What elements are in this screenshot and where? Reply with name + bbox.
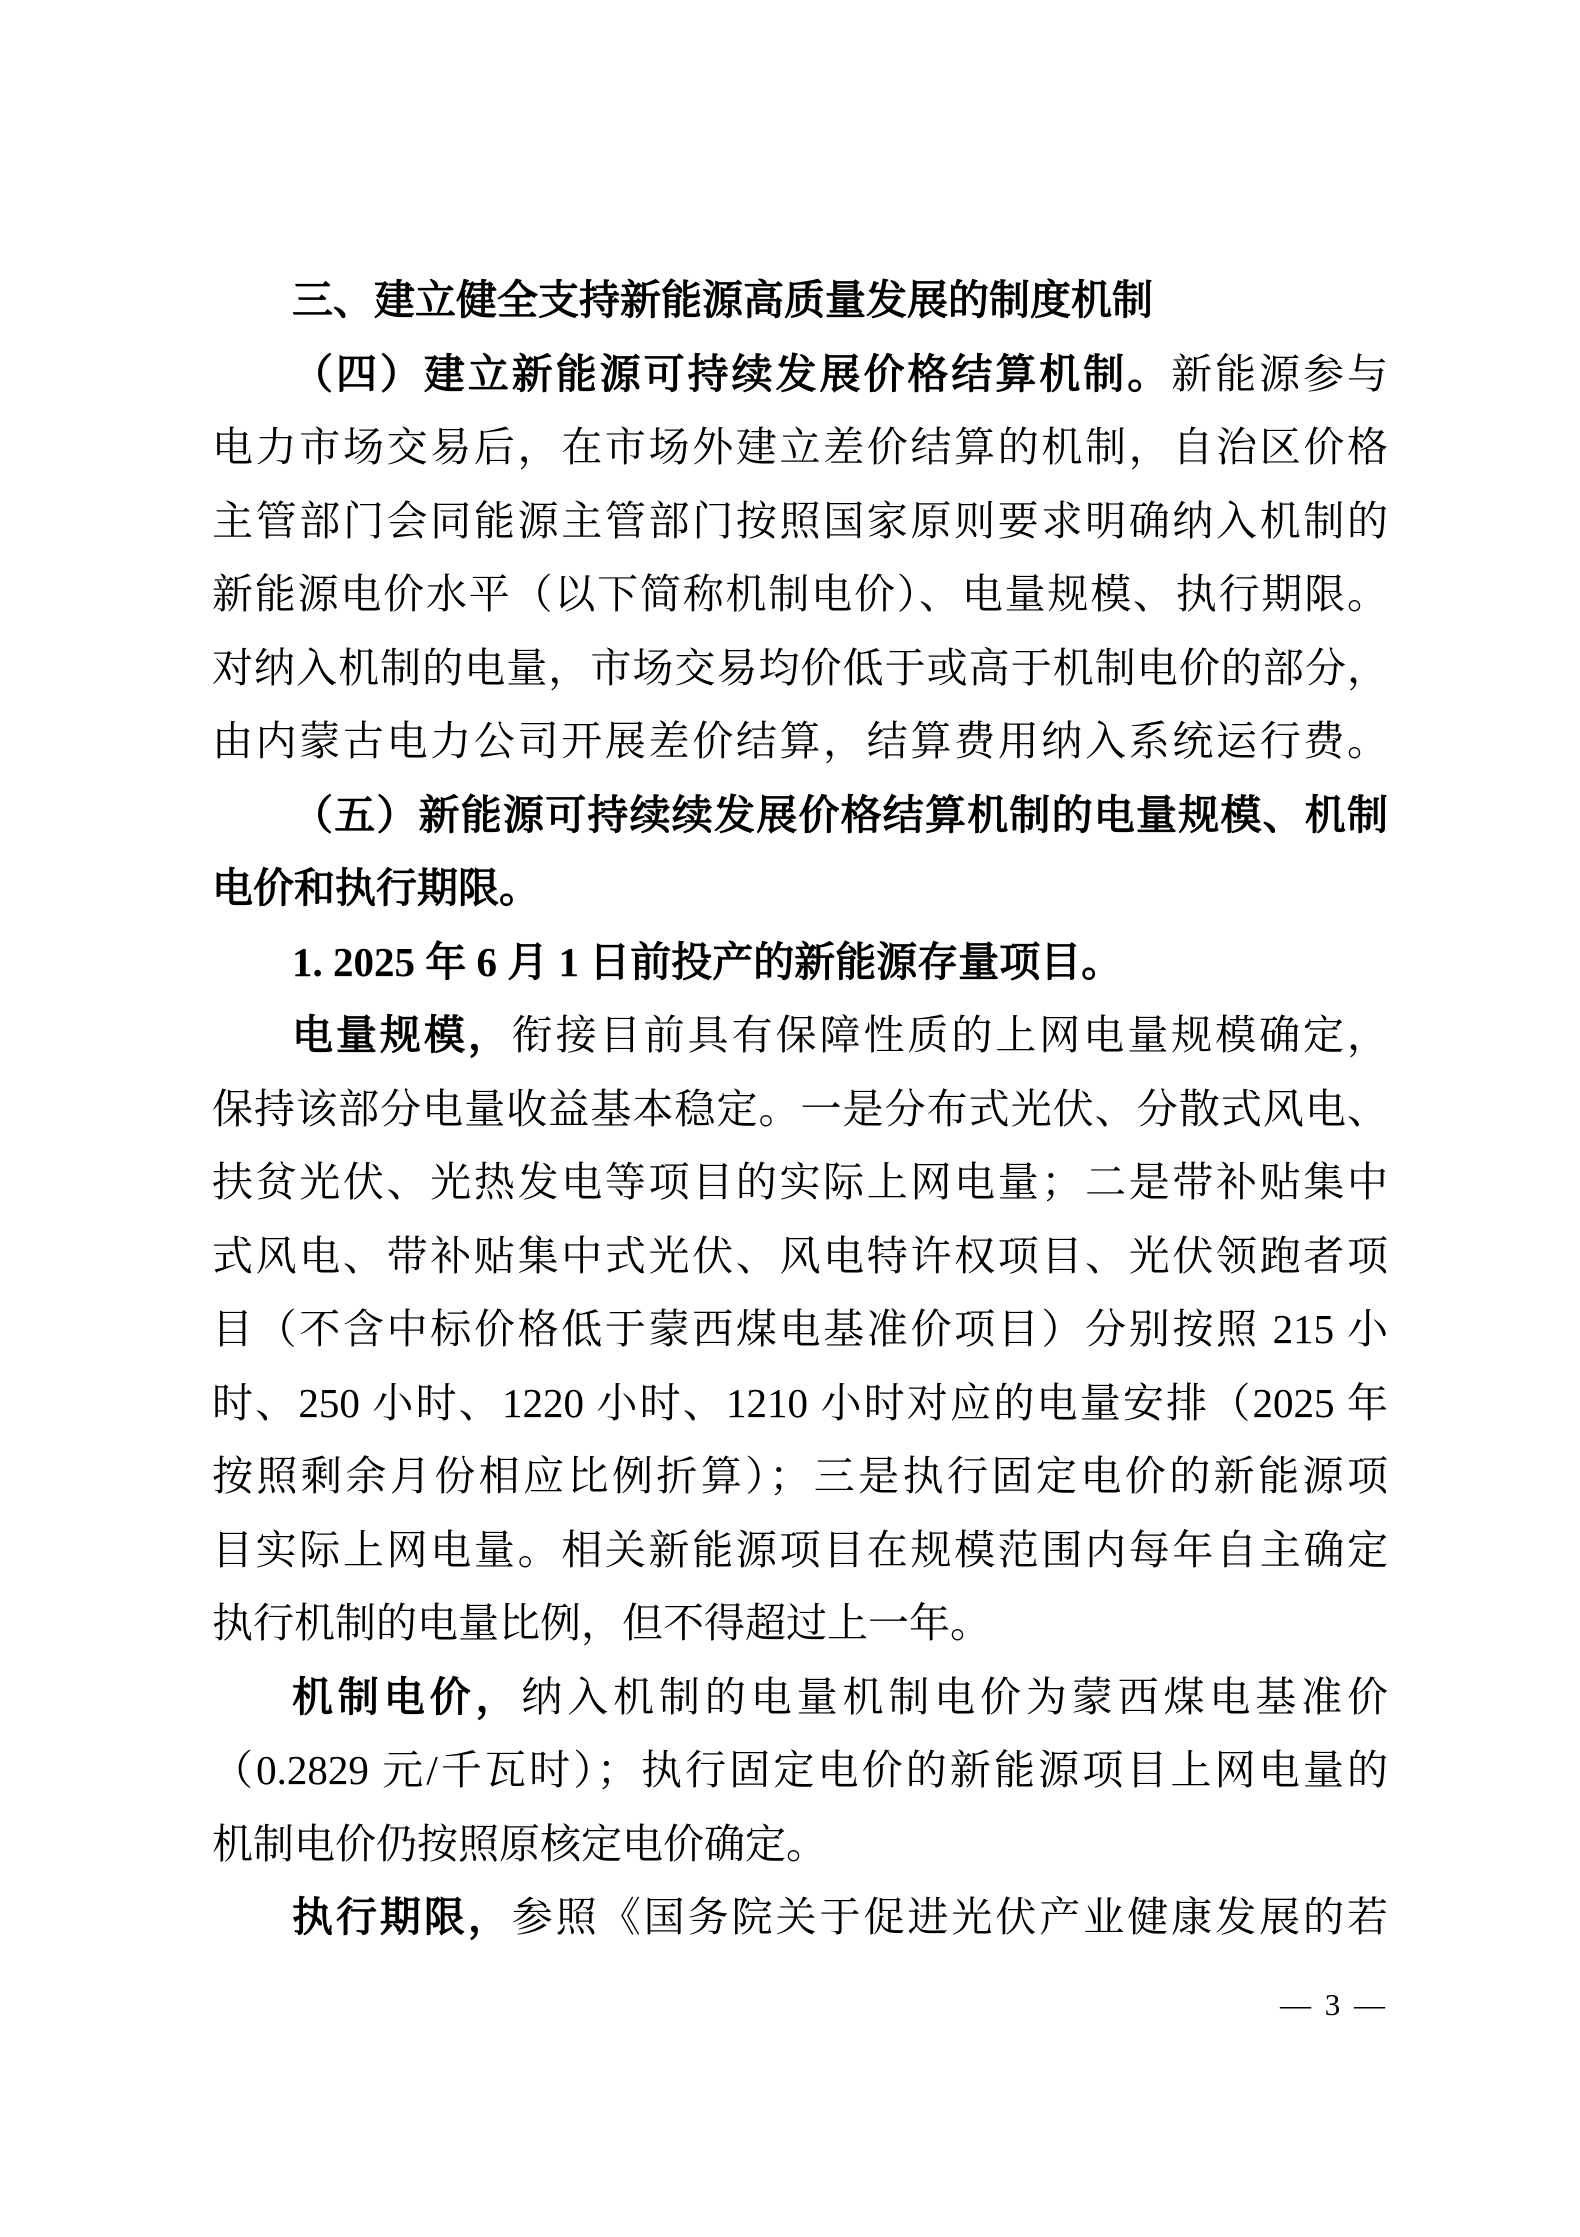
text-line [212,1073,1388,1147]
text-line [212,1367,1388,1441]
text-line [212,338,1388,412]
heading-text: 三、建立健全支持新能源高质量发展的制度机制 [292,277,1153,323]
bold-run: （四）建立新能源可持续发展价格结算机制。 [292,350,1172,397]
text-run: （0.2829 元/千瓦时）；执行固定电价的新能源项目上网电量的 [212,1747,1388,1793]
text-line [212,411,1388,485]
bold-run: 机制电价， [292,1673,522,1720]
text-run: 由内蒙古电力公司开展差价结算，结算费用纳入系统运行费。 [212,718,1388,764]
subsection-heading-line [212,852,1388,926]
bold-run: 执行期限， [292,1894,512,1940]
text-run: 主管部门会同能源主管部门按照国家原则要求明确纳入机制的 [212,497,1388,544]
text-run: 扶贫光伏、光热发电等项目的实际上网电量；二是带补贴集中 [212,1159,1388,1205]
section-heading [212,264,1388,338]
text-run: 新能源参与 [1171,350,1389,397]
subsection-heading-line [212,779,1388,853]
text-line [212,632,1388,706]
text-run: 执行机制的电量比例，但不得超过上一年。 [212,1600,991,1646]
text-run: 保持该部分电量收益基本稳定。一是分布式光伏、分散式风电、 [212,1085,1388,1132]
text-run: 衔接目前具有保障性质的上网电量规模确定， [511,1012,1389,1058]
text-line [212,1440,1388,1514]
text-run: 电力市场交易后，在市场外建立差价结算的机制，自治区价格 [212,424,1388,470]
text-line [212,1587,1388,1661]
document-body [212,264,1388,1955]
text-line [212,705,1388,779]
text-line [212,1734,1388,1808]
text-run: 参照《国务院关于促进光伏产业健康发展的若 [511,1894,1389,1940]
bold-run: 电量规模， [292,1012,512,1058]
numbered-item-heading [212,926,1388,1000]
page-number: — 3 — [1280,1987,1388,2022]
text-line [212,999,1388,1073]
text-run: 纳入机制的电量机制电价为蒙西煤电基准价 [521,1673,1389,1720]
text-run: 时、250 小时、1220 小时、1210 小时对应的电量安排（2025 年 [212,1379,1388,1426]
text-run: 新能源电价水平（以下简称机制电价）、电量规模、执行期限。 [212,571,1388,617]
bold-run: （五）新能源可持续续发展价格结算机制的电量规模、机制 [292,791,1388,838]
text-line [212,1514,1388,1588]
text-line [212,1808,1388,1882]
text-line [212,558,1388,632]
text-line [212,1661,1388,1735]
text-line [212,1220,1388,1294]
text-run: 式风电、带补贴集中式光伏、风电特许权项目、光伏领跑者项 [212,1232,1388,1279]
text-run: 目（不含中标价格低于蒙西煤电基准价项目）分别按照 215 小 [212,1306,1388,1352]
bold-run: 电价和执行期限。 [212,865,540,911]
text-line [212,1881,1388,1955]
text-line [212,485,1388,559]
bold-run: 1. 2025 年 6 月 1 日前投产的新能源存量项目。 [292,938,1123,985]
text-run: 目实际上网电量。相关新能源项目在规模范围内每年自主确定 [212,1526,1388,1573]
text-run: 对纳入机制的电量，市场交易均价低于或高于机制电价的部分， [212,644,1388,691]
text-run: 按照剩余月份相应比例折算）；三是执行固定电价的新能源项 [212,1453,1388,1499]
text-line [212,1146,1388,1220]
text-run: 机制电价仍按照原核定电价确定。 [212,1820,827,1867]
text-line [212,1293,1388,1367]
